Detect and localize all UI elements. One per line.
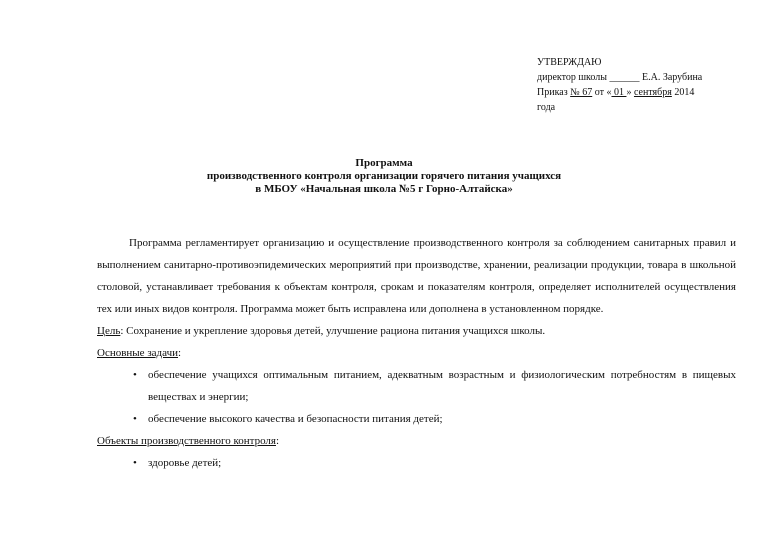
tasks-colon: : xyxy=(178,347,182,359)
goal-paragraph xyxy=(97,320,736,342)
objects-colon: : xyxy=(275,435,280,447)
title-line-3: в МБОУ «Начальная школа №5 г Горно-Алтайска» xyxy=(255,183,513,195)
list-item xyxy=(97,452,736,474)
objects-label: Объекты производственного контроля xyxy=(97,435,276,447)
bullet-icon: • xyxy=(133,369,137,381)
goal-label: Цель xyxy=(97,325,121,337)
director-name: Е.А. Зарубина xyxy=(641,72,703,83)
document-body xyxy=(97,232,736,474)
tasks-label: Основные задачи xyxy=(97,347,179,359)
document-title xyxy=(0,157,768,196)
director-prefix: директор школы xyxy=(537,72,607,83)
order-number: № 67 xyxy=(570,87,593,98)
tasks-heading xyxy=(97,342,736,364)
bullet-icon: • xyxy=(133,457,137,469)
approval-heading: УТВЕРЖДАЮ xyxy=(537,57,602,68)
list-item xyxy=(97,364,736,408)
objects-heading xyxy=(97,430,736,452)
order-day: 01 xyxy=(611,87,627,98)
order-from: от « xyxy=(594,87,612,98)
approval-block xyxy=(537,55,747,115)
director-line xyxy=(537,70,747,85)
tasks-list xyxy=(97,364,736,430)
objects-list xyxy=(97,452,736,474)
order-prefix: Приказ xyxy=(537,87,568,98)
bullet-icon: • xyxy=(133,413,137,425)
order-month: сентября xyxy=(633,87,672,98)
object-text: здоровье детей; xyxy=(148,457,222,469)
order-year: 2014 xyxy=(674,87,695,98)
list-item xyxy=(97,408,736,430)
intro-paragraph: Программа регламентирует организацию и осуществление производственного контроля за соблюдением санитарных правил и выполнением санитарно-противоэпидемических мероприятий при производстве, хранении, реализации продукции, товара в школьной столовой, устанавливает требования к объектам контроля, срокам и показателям контроля, определяет исполнителей осуществления тех или иных видов контроля. Программа может быть исправлена или дополнена в установленном порядке. xyxy=(97,237,736,315)
title-line-1: Программа xyxy=(355,157,413,169)
task-text: обеспечение учащихся оптимальным питанием, адекватным возрастным и физиологическим потребностям в пищевых веществах и энергии; xyxy=(148,369,736,403)
signature-line: ______ xyxy=(609,72,640,83)
goal-text: : Сохранение и укрепление здоровья детей, улучшение рациона питания учащихся школы. xyxy=(120,325,546,337)
title-line-2: производственного контроля организации горячего питания учащихся xyxy=(206,170,562,182)
order-day-close: » xyxy=(626,87,632,98)
task-text: обеспечение высокого качества и безопасности питания детей; xyxy=(148,413,443,425)
order-line xyxy=(537,85,747,100)
order-year-word: года xyxy=(537,102,556,113)
